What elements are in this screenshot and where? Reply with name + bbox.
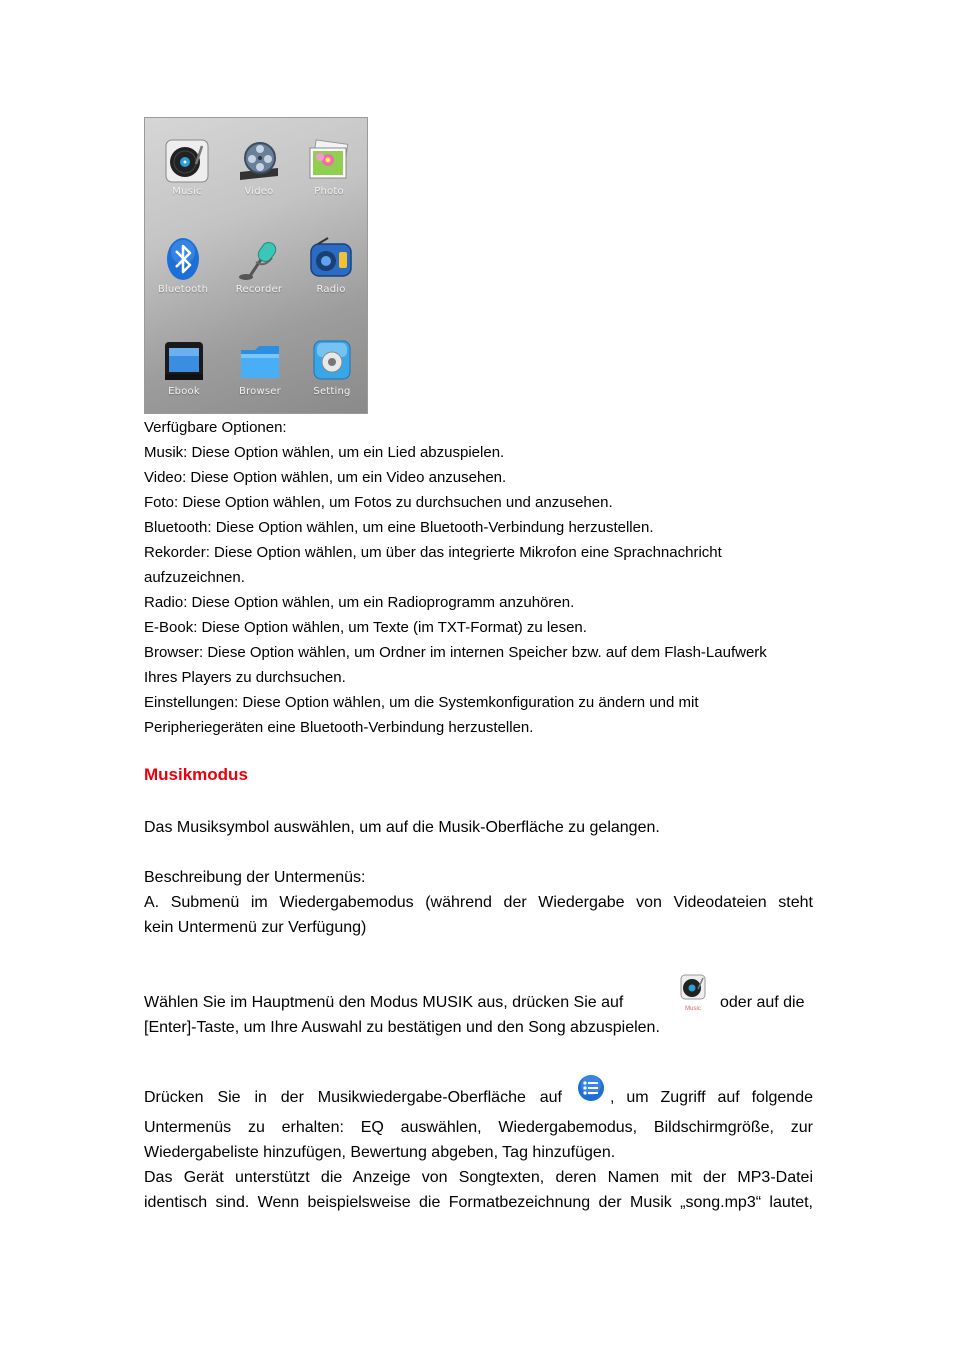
app-label: Music (172, 186, 202, 197)
option-line: Rekorder: Diese Option wählen, um über das integrierte Mikrofon eine Sprachnachricht (144, 544, 722, 561)
option-line: Musik: Diese Option wählen, um ein Lied abzuspielen. (144, 444, 505, 461)
para2-line3: Wiedergabeliste hinzufügen, Bewertung abgeben, Tag hinzufügen. (144, 1144, 616, 1161)
setting-icon (309, 338, 355, 384)
option-line: Radio: Diese Option wählen, um ein Radioprogramm anzuhören. (144, 594, 575, 611)
inline-music-button (677, 974, 709, 1010)
app-setting[interactable] (296, 338, 368, 397)
option-line: Browser: Diese Option wählen, um Ordner im internen Speicher bzw. auf dem Flash-Laufwerk (144, 644, 767, 661)
app-recorder[interactable] (223, 236, 295, 295)
para1-text-start: Wählen Sie im Hauptmenü den Modus MUSIK aus, drücken Sie auf (144, 994, 624, 1011)
app-photo[interactable] (293, 138, 365, 197)
option-line: E-Book: Diese Option wählen, um Texte (im TXT-Format) zu lesen. (144, 619, 587, 636)
option-line: Peripheriegeräten eine Bluetooth-Verbindung herzustellen. (144, 719, 534, 736)
app-label: Video (244, 186, 274, 197)
option-line: Foto: Diese Option wählen, um Fotos zu durchsuchen und anzusehen. (144, 494, 613, 511)
app-bluetooth[interactable] (147, 236, 219, 295)
para2-line2: Untermenüs zu erhalten: EQ auswählen, Wiedergabemodus, Bildschirmgröße, zur (144, 1119, 813, 1136)
section-heading: Musikmodus (144, 765, 248, 784)
para2-text-end: , um Zugriff auf folgende (610, 1089, 813, 1106)
photo-icon (306, 138, 352, 184)
option-line: Bluetooth: Diese Option wählen, um eine Bluetooth-Verbindung herzustellen. (144, 519, 654, 536)
para3-line2: identisch sind. Wenn beispielsweise die Formatbezeichnung der Musik „song.mp3“ lautet, (144, 1194, 813, 1211)
options-title: Verfügbare Optionen: (144, 419, 287, 436)
bluetooth-icon (160, 236, 206, 282)
app-video[interactable] (223, 138, 295, 197)
para1-line2: [Enter]-Taste, um Ihre Auswahl zu bestätigen und den Song abzuspielen. (144, 1019, 660, 1036)
para2-text-start: Drücken Sie in der Musikwiedergabe-Oberfläche auf (144, 1089, 562, 1106)
browser-icon (237, 338, 283, 384)
submenu-title: Beschreibung der Untermenüs: (144, 869, 366, 886)
submenu-a-line: A. Submenü im Wiedergabemodus (während der Wiedergabe von Videodateien steht (144, 894, 813, 911)
para1-text-end: oder auf die (720, 994, 805, 1011)
device-main-menu (144, 117, 368, 414)
app-label: Recorder (235, 284, 283, 295)
video-icon (236, 138, 282, 184)
app-label: Ebook (168, 386, 200, 397)
option-line: Einstellungen: Diese Option wählen, um die Systemkonfiguration zu ändern und mit (144, 694, 699, 711)
ebook-icon (161, 338, 207, 384)
inline-music-label: Music (685, 1006, 701, 1012)
inline-submenu-button (577, 1074, 605, 1104)
app-label: Setting (313, 386, 351, 397)
list-menu-icon (577, 1074, 605, 1102)
app-radio[interactable] (295, 236, 367, 295)
section-intro: Das Musiksymbol auswählen, um auf die Musik-Oberfläche zu gelangen. (144, 819, 660, 836)
app-label: Photo (314, 186, 344, 197)
app-ebook[interactable] (148, 338, 220, 397)
para3-line1: Das Gerät unterstützt die Anzeige von Songtexten, deren Namen mit der MP3-Datei (144, 1169, 813, 1186)
recorder-icon (236, 236, 282, 282)
app-label: Browser (239, 386, 281, 397)
app-label: Bluetooth (157, 284, 209, 295)
radio-icon (308, 236, 354, 282)
music-icon (164, 138, 210, 184)
submenu-a-line: kein Untermenü zur Verfügung) (144, 919, 367, 936)
app-music[interactable] (151, 138, 223, 197)
app-label: Radio (316, 284, 346, 295)
option-line: Video: Diese Option wählen, um ein Video anzusehen. (144, 469, 507, 486)
app-browser[interactable] (224, 338, 296, 397)
option-line: Ihres Players zu durchsuchen. (144, 669, 346, 686)
music-icon (677, 974, 709, 1002)
option-line: aufzuzeichnen. (144, 569, 245, 586)
